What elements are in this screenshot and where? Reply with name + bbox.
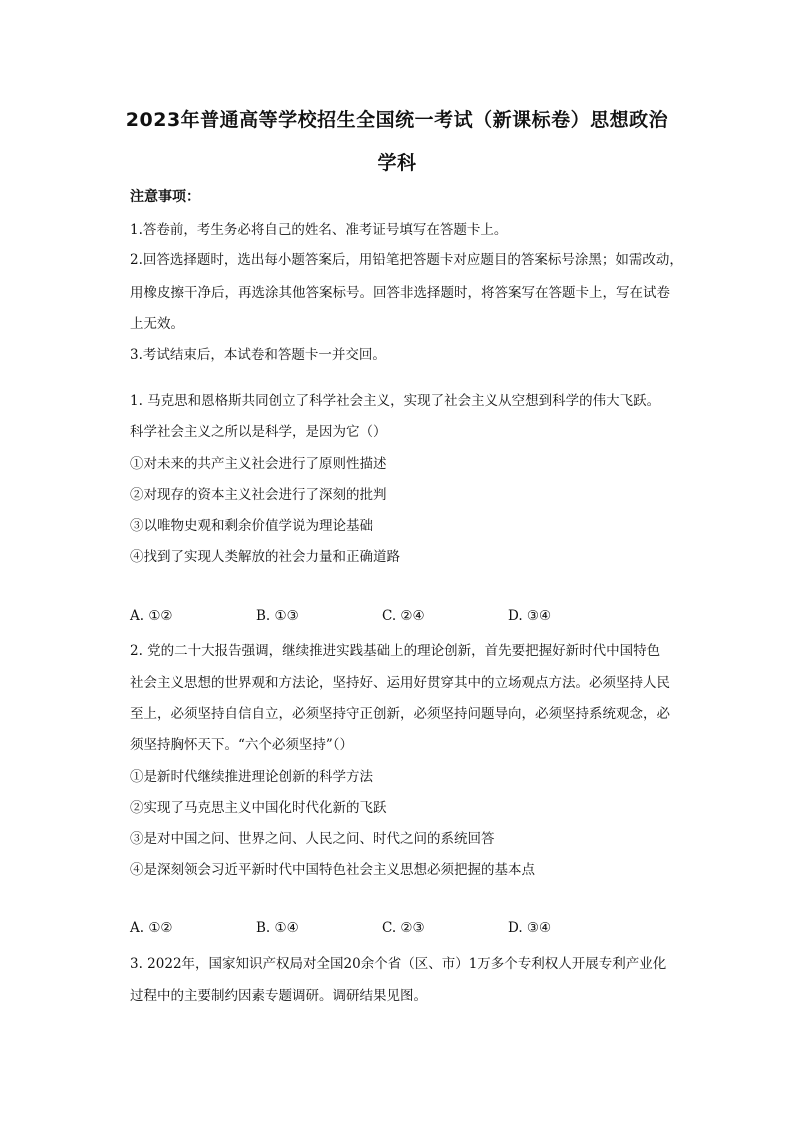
question-1-stem: 1. 马克思和恩格斯共同创立了科学社会主义，实现了社会主义从空想到科学的伟大飞跃。 — [130, 393, 661, 409]
choice-b[interactable]: B. ①③ — [256, 608, 299, 624]
question-2-stem: 社会主义思想的世界观和方法论，坚持好、运用好贯穿其中的立场观点方法。必须坚持人民 — [130, 675, 670, 691]
question-3-stem: 3. 2022年，国家知识产权局对全国20余个省（区、市）1万多个专利权人开展专利产业化 — [130, 956, 667, 972]
choice-a[interactable]: A. ①② — [130, 920, 173, 936]
choice-c[interactable]: C. ②③ — [382, 920, 425, 936]
question-1-statement: ④找到了实现人类解放的社会力量和正确道路 — [130, 549, 400, 565]
choice-d[interactable]: D. ③④ — [508, 608, 552, 624]
question-1-statement: ②对现存的资本主义社会进行了深刻的批判 — [130, 487, 387, 503]
notice-item: 3.考试结束后，本试卷和答题卡一并交回。 — [130, 347, 386, 363]
notice-item: 用橡皮擦干净后，再选涂其他答案标号。回答非选择题时，将答案写在答题卡上，写在试卷 — [130, 285, 670, 301]
question-1-stem: 科学社会主义之所以是科学，是因为它（） — [130, 424, 387, 440]
question-2-statement: ③是对中国之问、世界之问、人民之问、时代之问的系统回答 — [130, 831, 495, 847]
question-2-statement: ②实现了马克思主义中国化时代化新的飞跃 — [130, 800, 387, 816]
choice-a[interactable]: A. ①② — [130, 608, 173, 624]
question-2-statement: ④是深刻领会习近平新时代中国特色社会主义思想必须把握的基本点 — [130, 862, 535, 878]
question-3-stem: 过程中的主要制约因素专题调研。调研结果见图。 — [130, 988, 427, 1004]
notice-item: 1.答卷前，考生务必将自己的姓名、准考证号填写在答题卡上。 — [130, 222, 508, 238]
question-1-statement: ③以唯物史观和剩余价值学说为理论基础 — [130, 518, 373, 534]
question-1-choices — [130, 608, 650, 628]
notice-heading: 注意事项： — [130, 189, 200, 205]
notice-item: 上无效。 — [130, 316, 184, 332]
notice-item: 2.回答选择题时，选出每小题答案后，用铅笔把答题卡对应题目的答案标号涂黑；如需改动， — [130, 252, 683, 268]
question-2-stem: 2. 党的二十大报告强调，继续推进实践基础上的理论创新，首先要把握好新时代中国特色 — [130, 643, 661, 659]
choice-d[interactable]: D. ③④ — [508, 920, 552, 936]
question-2-choices — [130, 920, 650, 940]
exam-title: 2023年普通高等学校招生全国统一考试（新课标卷）思想政治 — [125, 109, 669, 131]
question-2-statement: ①是新时代继续推进理论创新的科学方法 — [130, 769, 373, 785]
exam-subject: 学科 — [377, 152, 417, 174]
question-1-statement: ①对未来的共产主义社会进行了原则性描述 — [130, 456, 387, 472]
question-2-stem: 至上，必须坚持自信自立，必须坚持守正创新，必须坚持问题导向，必须坚持系统观念，必 — [130, 706, 670, 722]
question-2-stem: 须坚持胸怀天下。“六个必须坚持”（） — [130, 737, 354, 753]
choice-c[interactable]: C. ②④ — [382, 608, 425, 624]
choice-b[interactable]: B. ①④ — [256, 920, 299, 936]
